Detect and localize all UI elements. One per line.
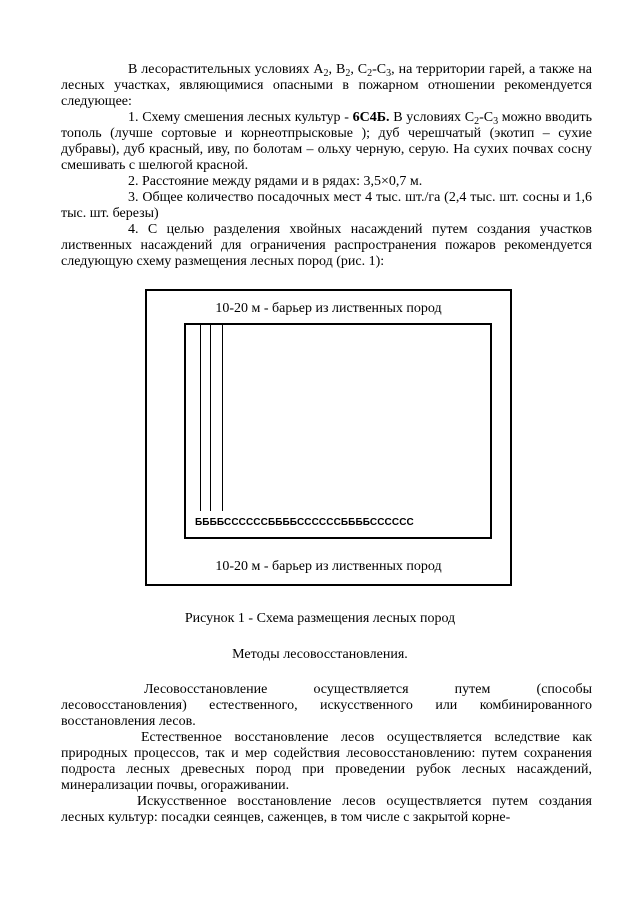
mix-formula: 6С4Б.	[352, 110, 390, 125]
placement-scheme-figure	[145, 289, 512, 586]
intro-paragraph	[61, 62, 592, 270]
item-3: 3. Общее количество посадочных мест 4 тыс. шт./га (2,4 тыс. шт. сосны и 1,6 тыс. шт. березы)	[61, 190, 592, 221]
row-line	[222, 325, 223, 511]
figure-caption: Рисунок 1 - Схема размещения лесных пород	[184, 611, 456, 626]
item-2: 2. Расстояние между рядами и в рядах: 3,5×0,7 м.	[128, 174, 423, 189]
methods-text	[61, 682, 592, 826]
row-line	[210, 325, 211, 511]
conifer-plot-area	[184, 323, 492, 539]
item-4: 4. С целью разделения хвойных насаждений путем создания участков лиственных насаждений для ограничения распространения пожаров рекомендуется следующую схему размещения лесных пород (рис. 1):	[61, 222, 592, 269]
species-row-label: ББББССССССББББССССССББББСССССС	[195, 517, 414, 528]
intro-text: В лесорастительных условиях $А_2$, $В_2$, $С_2-С_3$, на территории гарей, а также на лесных участках, являющимися опасными в пожарном отношении рекомендуется следующее:	[61, 62, 592, 109]
barrier-label-top: 10-20 м - барьер из лиственных пород	[215, 301, 442, 316]
row-line	[200, 325, 201, 511]
paragraph-3: Искусственное восстановление лесов осуществляется путем создания лесных культур: посадки сеянцев, саженцев, в том числе с закрытой корне-	[61, 794, 592, 825]
item-1: 1. Схему смешения лесных культур - 6С4Б. В условиях $С_2-С_3$ можно вводить тополь (лучше сортовые и корнеотпрысковые ); дуб черешчатый (экотип – сухие дубравы), дуб красный, иву, по болотам – ольху черную, серую. На сухих почвах сосну смешивать с шелюгой красной.	[61, 110, 593, 173]
paragraph-1: Лесовосстановление осуществляется путем (способы лесовосстановления) естественного, искусственного или комбинированного восстановления лесов.	[61, 682, 592, 729]
paragraph-2: Естественное восстановление лесов осуществляется вследствие как природных процессов, так и мер содействия лесовосстановлению: путем сохранения подроста лесных древесных пород при проведении рубок лесных насаждений, минерализации почвы, огораживании.	[61, 730, 592, 793]
section-title: Методы лесовосстановления.	[232, 647, 408, 662]
barrier-label-bottom: 10-20 м - барьер из лиственных пород	[215, 559, 442, 574]
